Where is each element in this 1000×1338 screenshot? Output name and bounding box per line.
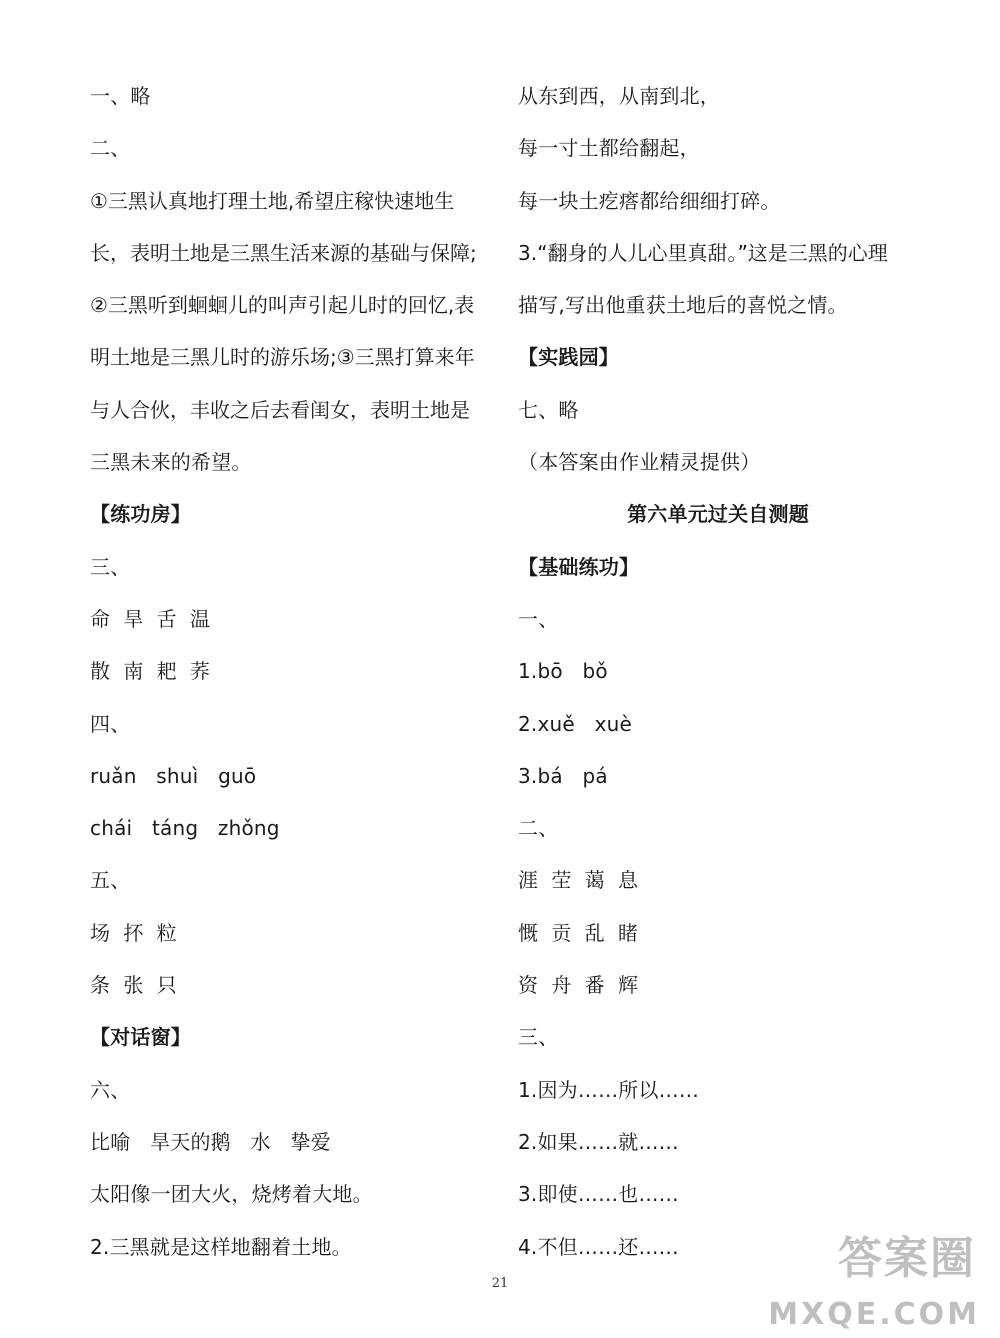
answer-line: 3.即使……也…… <box>518 1182 679 1207</box>
answer-line: 2.如果……就…… <box>518 1129 679 1154</box>
section-heading: 【实践园】 <box>518 345 619 370</box>
answer-line: ②三黑听到蛔蛔儿的叫声引起儿时的回忆,表 <box>90 293 475 318</box>
left-column <box>90 70 490 1273</box>
answer-line: ①三黑认真地打理土地,希望庄稼快速地生 <box>90 188 455 213</box>
watermark-text-top: 答案圈 <box>838 1233 976 1284</box>
answer-line: 长，表明土地是三黑生活来源的基础与保障; <box>90 240 477 265</box>
answer-line: 条 张 只 <box>90 973 177 998</box>
answer-line: 与人合伙，丰收之后去看闺女，表明土地是 <box>90 397 470 422</box>
answer-line: 三、 <box>518 1025 559 1050</box>
answer-line: 描写,写出他重获土地后的喜悦之情。 <box>518 293 848 318</box>
answer-line: 一、 <box>518 606 559 631</box>
answer-line: 每一块土疙瘩都给细细打碎。 <box>518 188 781 213</box>
answer-line: 3.bá pá <box>518 763 608 788</box>
answer-line: 1.bō bǒ <box>518 659 608 684</box>
answer-line: 4.不但……还…… <box>518 1234 679 1259</box>
answer-line: 资 舟 番 辉 <box>518 973 639 998</box>
answer-line: 慨 贡 乱 睹 <box>518 920 639 945</box>
answer-line: 七、略 <box>518 397 579 422</box>
answer-line: 一、略 <box>90 84 151 108</box>
unit-title: 第六单元过关自测题 <box>627 502 809 527</box>
answer-line: 2.xuě xuè <box>518 711 632 736</box>
answer-line: 二、 <box>90 136 131 161</box>
answer-line: 从东到西，从南到北， <box>518 84 720 108</box>
answer-line: 每一寸土都给翻起， <box>518 136 700 161</box>
answer-line: 1.因为……所以…… <box>518 1077 700 1102</box>
watermark-text-bottom: MXQE.COM <box>768 1297 980 1332</box>
section-heading: 【练功房】 <box>90 502 191 527</box>
answer-line: 涯 茔 蔼 息 <box>518 868 639 893</box>
section-heading: 【基础练功】 <box>518 554 640 579</box>
answer-line: 二、 <box>518 816 559 841</box>
answer-line: 比喻 旱天的鹅 水 挚爱 <box>90 1129 331 1154</box>
answer-line: chái táng zhǒng <box>90 816 280 841</box>
answer-line: 3.“翻身的人儿心里真甜。”这是三黑的心理 <box>518 240 888 265</box>
answer-line: 2.三黑就是这样地翻着土地。 <box>90 1234 352 1259</box>
answer-line: ruǎn shuì guō <box>90 763 257 788</box>
answer-line: 五、 <box>90 868 131 893</box>
watermark-logo <box>768 1222 986 1332</box>
answer-line: 明土地是三黑儿时的游乐场;③三黑打算来年 <box>90 345 475 370</box>
answer-line: 太阳像一团大火，烧烤着大地。 <box>90 1182 373 1207</box>
page-number: 21 <box>491 1276 509 1291</box>
answer-line: 六、 <box>90 1077 131 1102</box>
credit-note: （本答案由作业精灵提供） <box>518 450 761 475</box>
answer-line: 三黑未来的希望。 <box>90 450 252 475</box>
section-heading: 【对话窗】 <box>90 1025 191 1050</box>
answer-line: 场 抔 粒 <box>90 920 177 945</box>
answer-line: 三、 <box>90 554 131 579</box>
answer-line: 命 旱 舌 温 <box>90 606 211 631</box>
answer-line: 散 南 耙 荞 <box>90 659 211 684</box>
right-column <box>518 70 918 1273</box>
answer-line: 四、 <box>90 711 131 736</box>
